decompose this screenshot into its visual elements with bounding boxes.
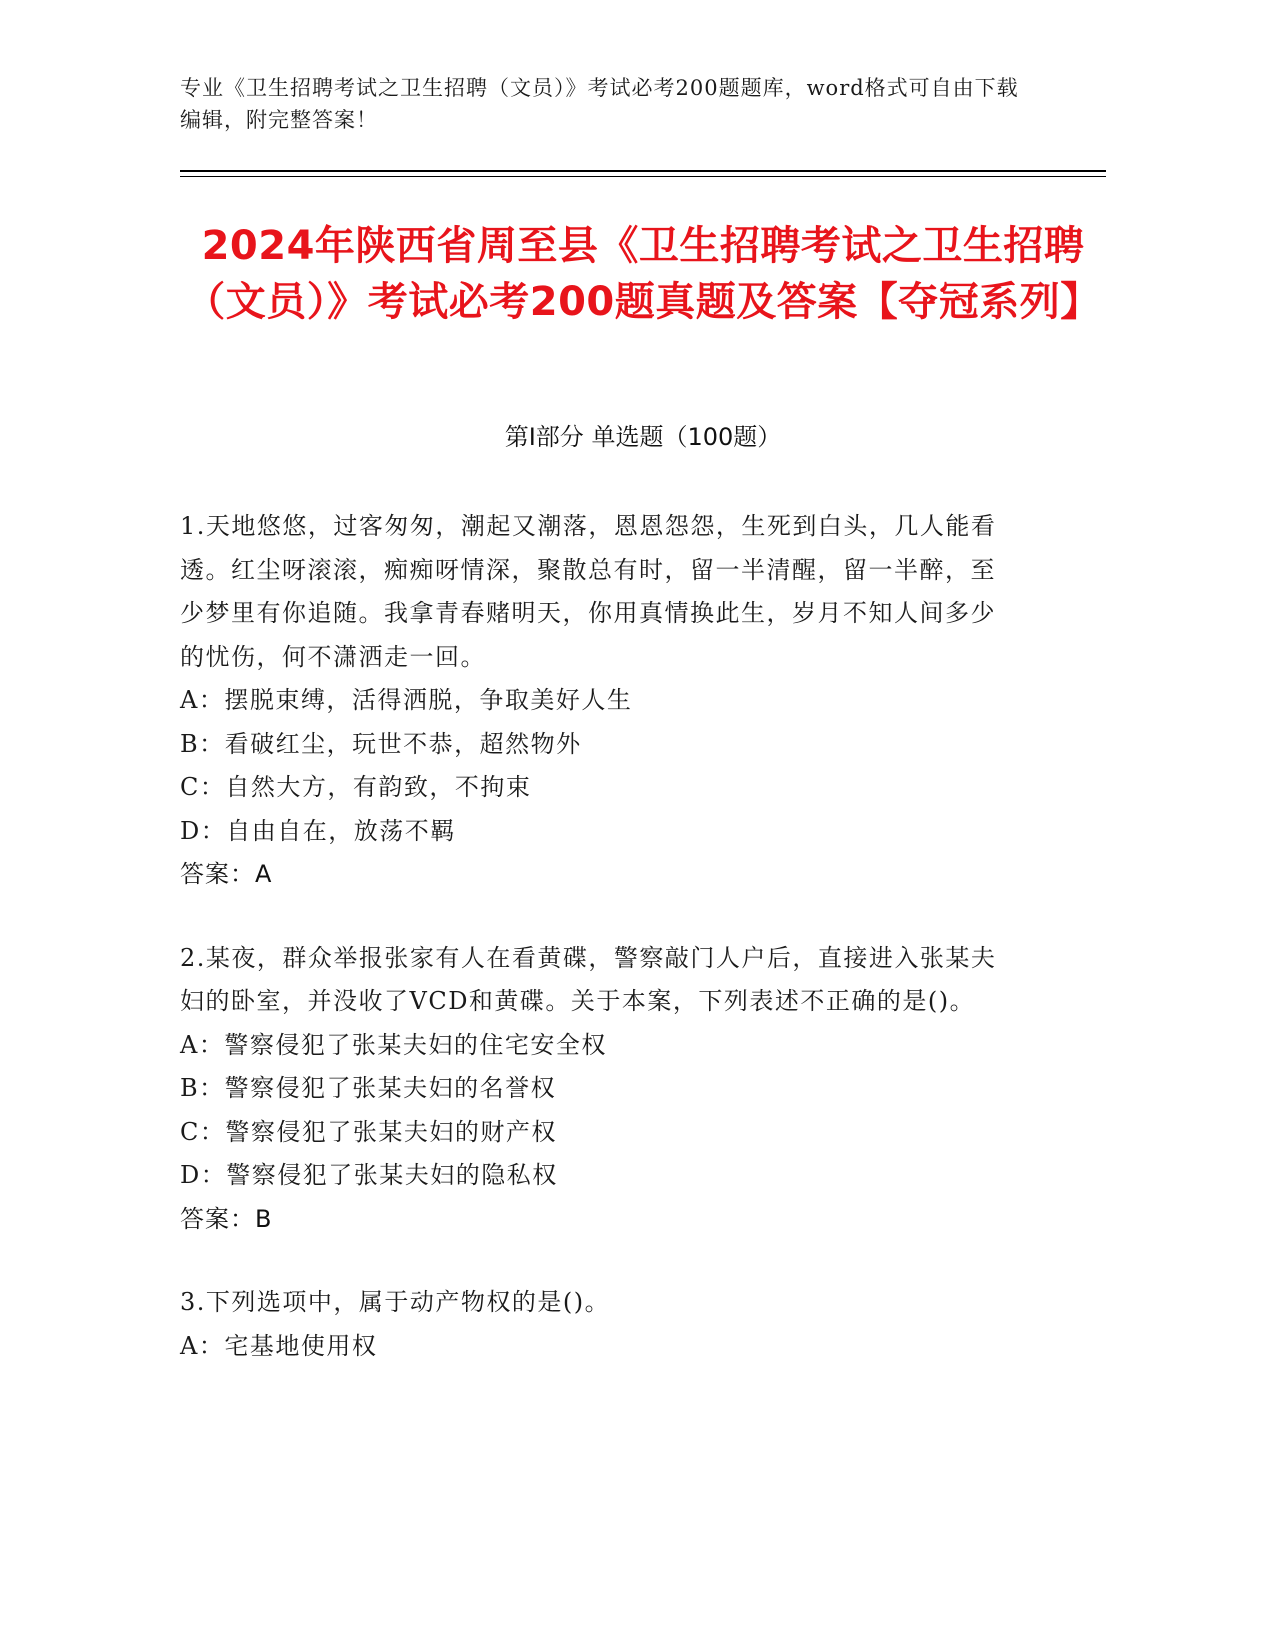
question-option: D：警察侵犯了张某夫妇的隐私权 [180,1161,558,1189]
header-divider-thick [180,170,1106,172]
question-option: A：摆脱束缚，活得洒脱，争取美好人生 [180,686,633,714]
question-list [180,505,1020,1408]
question-answer: 答案：B [180,1204,273,1233]
question-item [180,1281,1020,1368]
question-answer: 答案：A [180,860,273,888]
question-stem: 1.天地悠悠，过客匆匆，潮起又潮落，恩恩怨怨，生死到白头，几人能看透。红尘呀滚滚，痴痴呀情深，聚散总有时，留一半清醒，留一半醉，至少梦里有你追随。我拿青春赌明天，你用真情换此生，岁月不知人间多少的忧伤，何不潇洒走一回。 [180,512,997,671]
question-option: B：看破红尘，玩世不恭，超然物外 [180,729,582,758]
question-stem: 2.某夜，群众举报张家有人在看黄碟，警察敲门人户后，直接进入张某夫妇的卧室，并没收了VCD和黄碟。关于本案，下列表述不正确的是()。 [180,943,997,1015]
section-title: 第Ⅰ部分 单选题（100题） [504,423,782,451]
question-stem: 3.下列选项中，属于动产物权的是()。 [180,1288,611,1316]
question-option: C：自然大方，有韵致，不拘束 [180,773,532,801]
question-option: A：宅基地使用权 [180,1331,378,1360]
header-divider-thin [180,176,1106,177]
question-item [180,937,1020,1242]
question-option: A：警察侵犯了张某夫妇的住宅安全权 [180,1030,607,1059]
question-item [180,505,1020,897]
question-option: C：警察侵犯了张某夫妇的财产权 [180,1117,557,1146]
document-title: 2024年陕西省周至县《卫生招聘考试之卫生招聘（文员）》考试必考200题真题及答案【夺冠系列】 [185,223,1101,325]
question-option: B：警察侵犯了张某夫妇的名誉权 [180,1074,557,1102]
question-option: D：自由自在，放荡不羁 [180,816,456,845]
header-note: 专业《卫生招聘考试之卫生招聘（文员）》考试必考200题题库，word格式可自由下载编辑，附完整答案！ [180,76,1019,132]
